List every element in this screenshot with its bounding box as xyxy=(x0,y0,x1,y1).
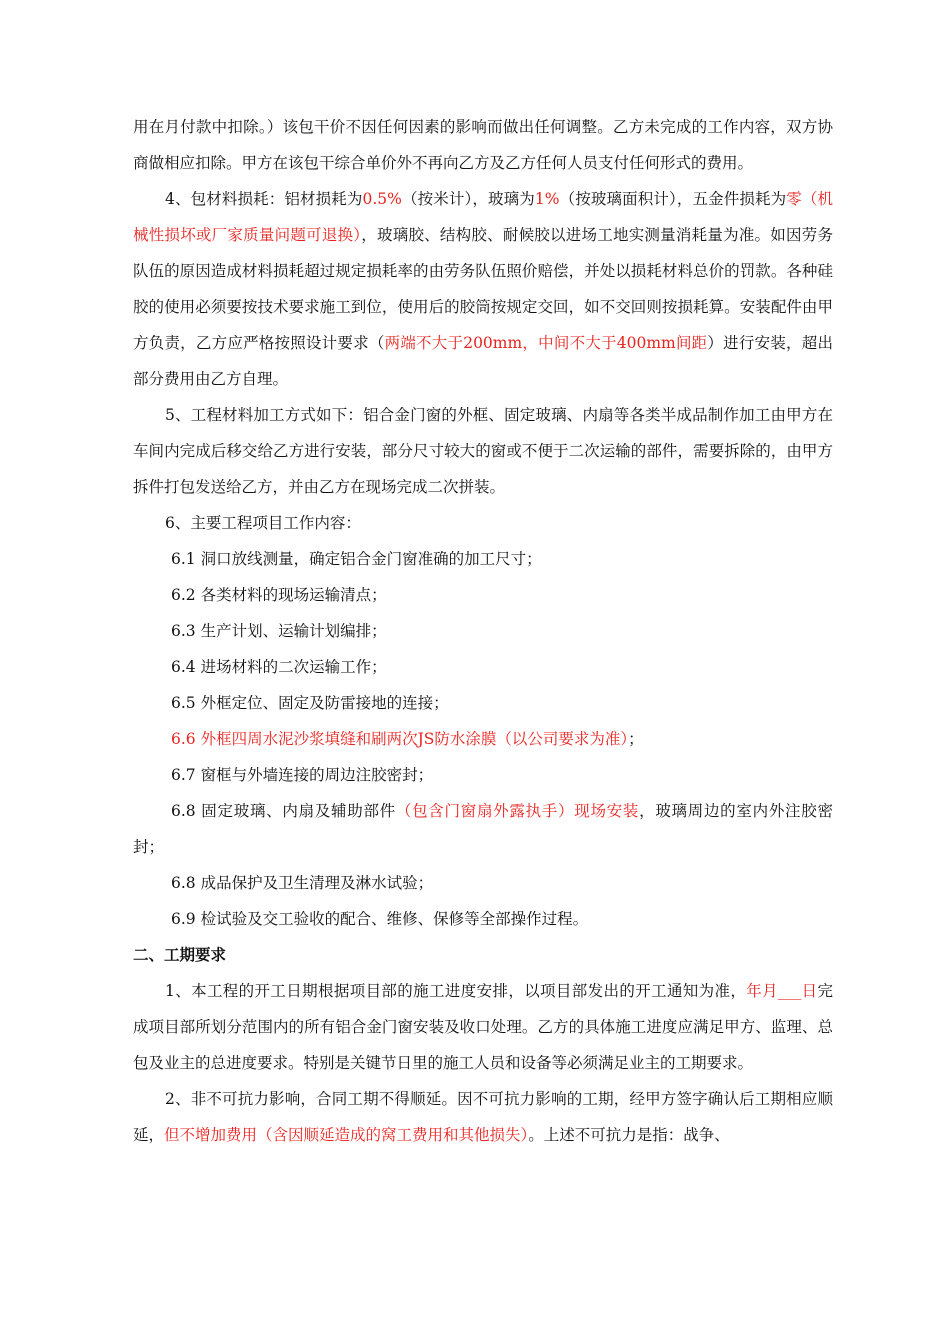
section-heading-schedule: 二、工期要求 xyxy=(133,946,227,964)
work-item-6-8-protection: 6.8 成品保护及卫生清理及淋水试验； xyxy=(171,874,434,892)
highlight-spacing-requirement: 两端不大于200mm，中间不大于400mm间距 xyxy=(384,334,708,352)
paragraph-payment-continuation: 用在月付款中扣除。）该包干价不因任何因素的影响而做出任何调整。乙方未完成的工作内容，双方协商做相应扣除。甲方在该包干综合单价外不再向乙方及乙方任何人员支付任何形式的费用。 xyxy=(133,118,833,172)
highlight-no-extra-cost: 但不增加费用（含因顺延造成的窝工费用和其他损失） xyxy=(164,1126,529,1144)
work-item-6-4: 6.4 进场材料的二次运输工作； xyxy=(171,658,387,676)
document-body xyxy=(133,109,833,1153)
work-item-6-6: 6.6 外框四周水泥沙浆填缝和刷两次JS防水涂膜（以公司要求为准）； xyxy=(171,730,644,748)
paragraph-processing-method: 5、工程材料加工方式如下：铝合金门窗的外框、固定玻璃、内扇等各类半成品制作加工由甲方在车间内完成后移交给乙方进行安装，部分尺寸较大的窗或不便于二次运输的部件，需要拆除的，由甲方拆件打包发送给乙方，并由乙方在现场完成二次拼装。 xyxy=(133,406,833,496)
paragraph-material-loss: 4、包材料损耗：铝材损耗为0.5%（按米计），玻璃为1%（按玻璃面积计），五金件损耗为零（机械性损坏或厂家质量问题可退换），玻璃胶、结构胶、耐候胶以进场工地实测量消耗量为准。如因劳务队伍的原因造成材料损耗超过规定损耗率的由劳务队伍照价赔偿，并处以损耗材料总价的罚款。各种硅胶的使用必须要按技术要求施工到位，使用后的胶筒按规定交回，如不交回则按损耗算。安装配件由甲方负责，乙方应严格按照设计要求（两端不大于200mm，中间不大于400mm间距）进行安装，超出部分费用由乙方自理。 xyxy=(133,190,833,388)
highlight-glass-loss: 1% xyxy=(534,190,560,208)
highlight-date-blank: 年月___日 xyxy=(746,982,818,1000)
highlight-aluminum-loss: 0.5% xyxy=(362,190,402,208)
highlight-hardware-loss: 零（机械性损坏或厂家质量问题可退换） xyxy=(133,190,833,244)
work-item-6-7: 6.7 窗框与外墙连接的周边注胶密封； xyxy=(171,766,434,784)
highlight-handle-install: （包含门窗扇外露执手）现场安装 xyxy=(395,802,640,820)
work-item-6-1: 6.1 洞口放线测量，确定铝合金门窗准确的加工尺寸； xyxy=(171,550,542,568)
work-item-6-8-install: 6.8 固定玻璃、内扇及辅助部件（包含门窗扇外露执手）现场安装，玻璃周边的室内外注胶密封； xyxy=(133,802,833,856)
paragraph-force-majeure: 2、非不可抗力影响，合同工期不得顺延。因不可抗力影响的工期，经甲方签字确认后工期相应顺延，但不增加费用（含因顺延造成的窝工费用和其他损失）。上述不可抗力是指：战争、 xyxy=(133,1090,833,1144)
paragraph-start-date: 1、本工程的开工日期根据项目部的施工进度安排，以项目部发出的开工通知为准，年月___日完成项目部所划分范围内的所有铝合金门窗安装及收口处理。乙方的具体施工进度应满足甲方、监理、总包及业主的总进度要求。特别是关键节日里的施工人员和设备等必须满足业主的工期要求。 xyxy=(133,982,833,1072)
work-item-6-3: 6.3 生产计划、运输计划编排； xyxy=(171,622,387,640)
highlight-waterproofing: 6.6 外框四周水泥沙浆填缝和刷两次JS防水涂膜（以公司要求为准） xyxy=(171,730,629,748)
work-item-6-2: 6.2 各类材料的现场运输清点； xyxy=(171,586,387,604)
work-item-6-5: 6.5 外框定位、固定及防雷接地的连接； xyxy=(171,694,449,712)
work-item-6-9: 6.9 检试验及交工验收的配合、维修、保修等全部操作过程。 xyxy=(171,910,589,928)
paragraph-work-items-title: 6、主要工程项目工作内容： xyxy=(165,514,361,532)
